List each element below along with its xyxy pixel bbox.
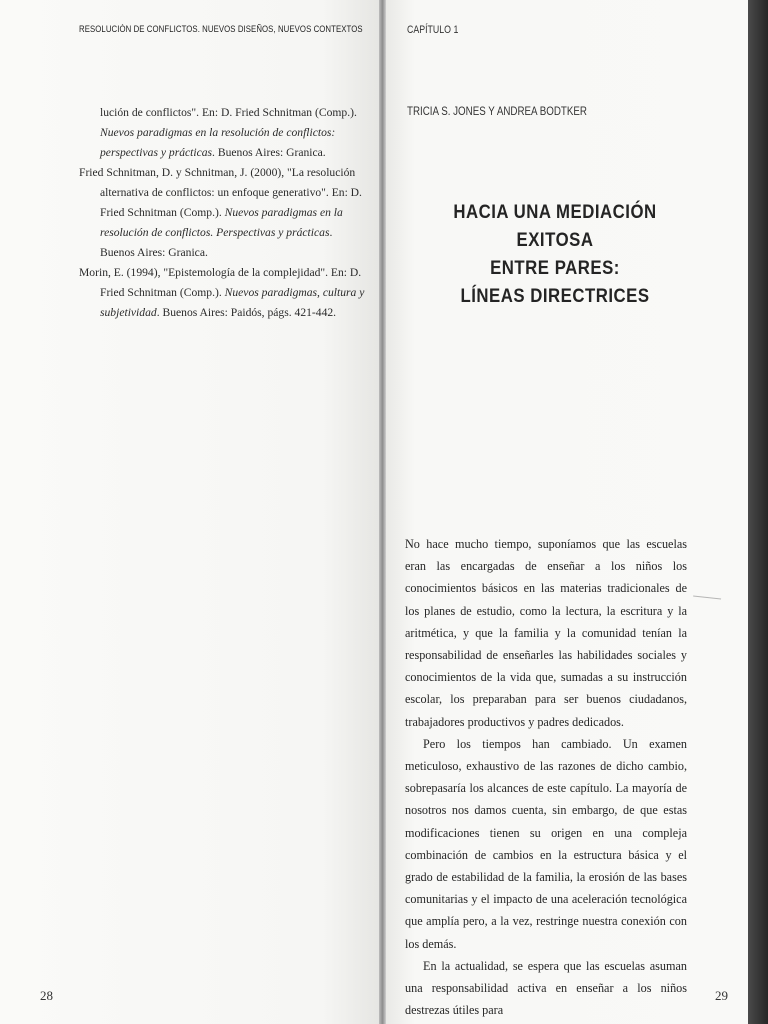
reference-text: . Buenos Aires: Granica. [212, 146, 326, 159]
body-paragraph: En la actualidad, se espera que las escuelas asuman una responsabilidad activa en enseñar a los niños destrezas útiles para [405, 958, 687, 1018]
reference-list [79, 103, 369, 323]
running-head: RESOLUCIÓN DE CONFLICTOS. NUEVOS DISEÑOS, NUEVOS CONTEXTOS [79, 24, 363, 35]
chapter-label: CAPÍTULO 1 [407, 24, 459, 36]
reference-title: Nuevos paradigmas, cultura y subjetividad [100, 286, 365, 319]
left-page [0, 0, 379, 1024]
reference-text: . Buenos Aires: Granica. [100, 226, 333, 259]
reference-text: . Buenos Aires: Paidós, págs. 421-442. [156, 306, 337, 319]
reference-text: Morin, E. (1994), "Epistemología de la complejidad". En: D. Fried Schnitman (Comp.). [79, 266, 362, 299]
chapter-authors: TRICIA S. JONES Y ANDREA BODTKER [407, 106, 587, 118]
chapter-title-line: LÍNEAS DIRECTRICES [460, 285, 650, 307]
reference-text: Fried Schnitman, D. y Schnitman, J. (2000), "La resolución alternativa de conflictos: un enfoque generativo". En: D. Fried Schnitman (Comp.). [79, 166, 362, 219]
chapter-body [405, 533, 687, 1021]
chapter-title-line: ENTRE PARES: [490, 257, 620, 279]
reference-title: Nuevos paradigmas en la resolución de conflictos: perspectivas y prácticas [100, 126, 336, 159]
book-gutter [379, 0, 386, 1024]
body-paragraph: Pero los tiempos han cambiado. Un examen meticuloso, exhaustivo de las razones de dicho cambio, sobrepasaría los alcances de este capítulo. La mayoría de nosotros nos damos cuenta, sin embargo, de que estas modificaciones tienen su origen en una compleja combinación de cambios en la estructura básica y el grado de estabilidad de la familia, la erosión de las bases comunitarias y el impacto de una aceleración tecnológica que amplía pero, a la vez, restringe nuestra conexión con los demás. [405, 736, 687, 951]
page-number-left: 28 [40, 988, 53, 1003]
reference-entry [79, 163, 369, 263]
body-paragraph: No hace mucho tiempo, suponíamos que las escuelas eran las encargadas de enseñar a los niños los conocimientos básicos en las materias tradicionales de los planes de estudio, como la lectura, la escritura y la aritmética, y que la familia y la comunidad tenían la responsabilidad de enseñarles las habilidades sociales y conocimientos de la vida que, sumadas a su instrucción escolar, los preparaban para ser buenos ciudadanos, trabajadores productivos y padres dedicados. [405, 537, 687, 729]
pen-mark [693, 596, 721, 602]
scan-edge [748, 0, 768, 1024]
reference-entry [79, 263, 369, 323]
reference-title: Nuevos paradigmas en la resolución de conflictos. Perspectivas y prácticas [100, 206, 343, 239]
reference-entry [79, 103, 369, 163]
chapter-title [400, 198, 710, 310]
chapter-title-line: HACIA UNA MEDIACIÓN EXITOSA [453, 201, 657, 251]
page-number-right: 29 [715, 988, 728, 1003]
reference-text: lución de conflictos". En: D. Fried Schnitman (Comp.). [100, 106, 357, 119]
